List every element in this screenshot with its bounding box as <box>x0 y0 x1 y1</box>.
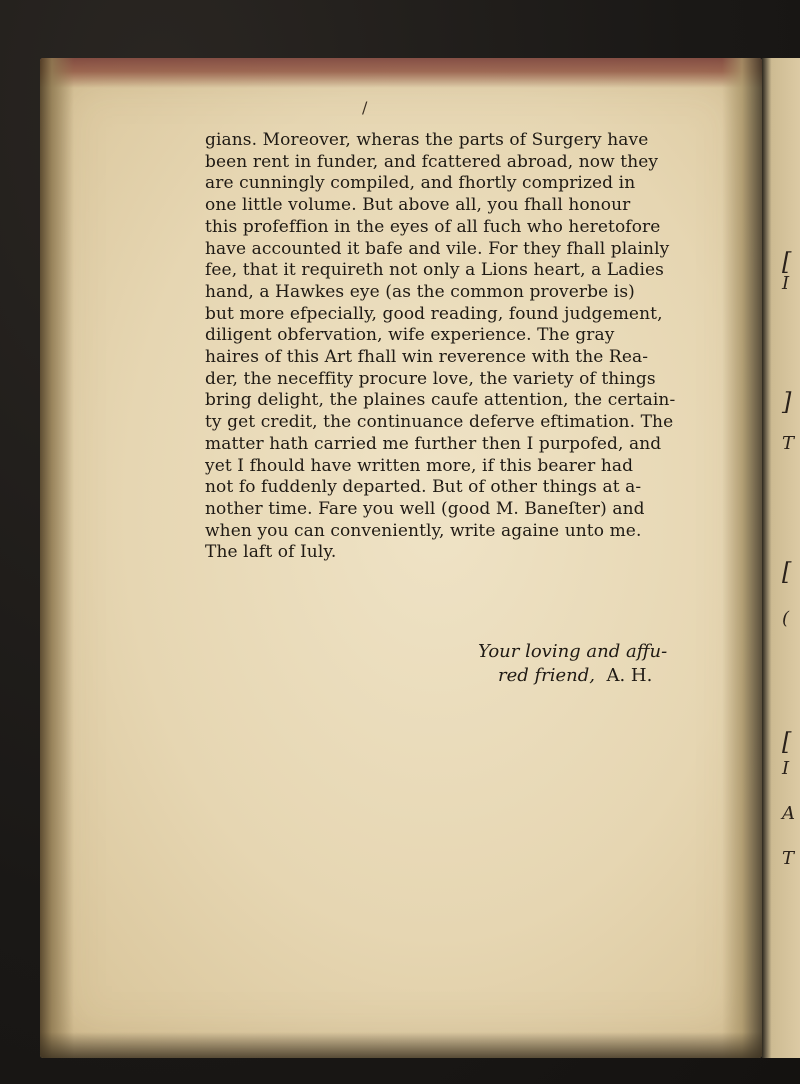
facing-page-fragment: I <box>782 273 790 294</box>
book-page <box>40 58 762 1058</box>
text-line: matter hath carried me further then I purpofed, and <box>205 433 662 454</box>
text-line: nother time. Fare you well (good M. Baneſter) and <box>205 498 645 519</box>
facing-page-fragment: A <box>782 803 795 824</box>
text-line: diligent obfervation, wife experience. The gray <box>205 325 615 346</box>
page-top-edge <box>40 58 762 88</box>
signature-line-2: red friend, <box>498 665 596 686</box>
letter-signature <box>478 640 667 688</box>
facing-page-fragment: T <box>782 433 795 454</box>
signature-line-1: Your loving and affu- <box>478 641 668 662</box>
facing-page-fragment: ] <box>782 388 792 416</box>
page-left-gutter <box>40 58 74 1058</box>
top-stray-mark: / <box>362 98 368 117</box>
facing-page-fragment: [ <box>782 248 792 276</box>
text-line: yet I fhould have written more, if this bearer had <box>205 455 634 476</box>
facing-page-edge <box>762 58 800 1058</box>
page-right-gutter <box>722 58 762 1058</box>
text-line: when you can conveniently, write againe unto me. <box>205 520 642 541</box>
facing-page-fragment: ( <box>782 608 790 629</box>
text-line: one little volume. But above all, you fhall honour <box>205 195 631 216</box>
facing-page-fragment: T <box>782 848 795 869</box>
text-line: gians. Moreover, wheras the parts of Surgery have <box>205 130 649 150</box>
page-bottom-edge <box>40 1032 762 1058</box>
text-line: fee, that it requireth not only a Lions heart, a Ladies <box>205 260 664 281</box>
text-line: der, the neceffity procure love, the variety of things <box>205 368 656 389</box>
facing-page-fragment: I <box>782 758 790 779</box>
facing-page-fragment: [ <box>782 728 792 756</box>
text-line: not fo fuddenly departed. But of other things at a- <box>205 477 642 498</box>
text-line: but more efpecially, good reading, found judgement, <box>205 303 663 324</box>
text-line: haires of this Art fhall win reverence with the Rea- <box>205 347 649 368</box>
text-line: have accounted it bafe and vile. For they fhall plainly <box>205 238 670 259</box>
text-line: been rent in funder, and fcattered abroad, now they <box>205 151 659 172</box>
text-line: bring delight, the plaines caufe attention, the certain- <box>205 390 676 411</box>
text-line: ty get credit, the continuance deferve eftimation. The <box>205 412 674 433</box>
signature-initials: A. H. <box>606 665 653 686</box>
facing-page-fragment: [ <box>782 558 792 586</box>
letter-body <box>205 130 705 564</box>
text-line: hand, a Hawkes eye (as the common proverbe is) <box>205 281 635 302</box>
text-line: this profeffion in the eyes of all fuch who heretofore <box>205 216 661 237</box>
text-line: are cunningly compiled, and fhortly comprized in <box>205 173 636 194</box>
text-line: The laft of Iuly. <box>205 542 337 563</box>
